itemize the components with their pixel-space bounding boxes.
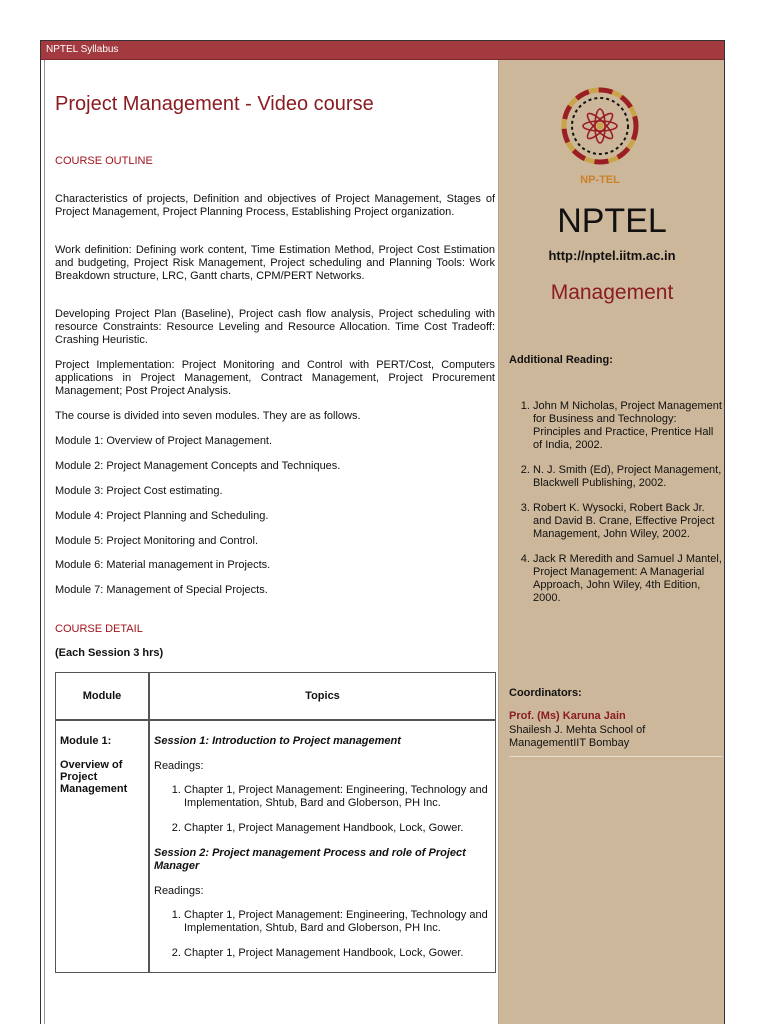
readings-list [154, 909, 491, 960]
topics-cell [149, 720, 496, 973]
module-item: Module 1: Overview of Project Management. [55, 435, 273, 447]
session-title: Session 2: Project management Process and role of Project Manager [154, 847, 466, 872]
department-name: Management [550, 281, 674, 304]
logo-caption: NP-TEL [580, 174, 620, 186]
readings-label: Readings: [154, 885, 204, 897]
modules-intro: The course is divided into seven modules. They are as follows. [55, 410, 361, 422]
outline-paragraph: Work definition: Defining work content, Time Estimation Method, Project Cost Estimation and budgeting, Project Risk Management, Project scheduling and Planning Tools: Work Breakdown structure, LRC, Gantt charts, CPM/PERT Networks. [55, 244, 495, 282]
module-name: Overview of Project Management [60, 759, 128, 795]
additional-reading-list [509, 400, 723, 617]
nptel-url-link[interactable]: http://nptel.iitm.ac.in [548, 248, 676, 263]
module-item: Module 6: Material management in Projects. [55, 559, 271, 571]
module-item: Module 2: Project Management Concepts and Techniques. [55, 460, 341, 472]
session-title: Session 1: Introduction to Project management [154, 735, 401, 747]
nptel-logo-icon [561, 80, 639, 192]
sidebar [498, 60, 725, 1024]
module-cell [55, 720, 149, 973]
session-duration-note: (Each Session 3 hrs) [55, 647, 164, 659]
sidebar-divider [509, 756, 723, 757]
module-item: Module 5: Project Monitoring and Control. [55, 535, 258, 547]
column-header-module: Module [55, 672, 149, 720]
nptel-brand: NPTEL [557, 202, 667, 240]
reading-item: 1. Chapter 1, Project Management: Engineering, Technology and Implementation, Shtub, Bard and Globerson, PH Inc. [184, 784, 491, 810]
outline-paragraph: Project Implementation: Project Monitoring and Control with PERT/Cost, Computers applications in Project Management, Contract Management, Project Procurement Management; Post Project Analysis. [55, 359, 495, 397]
reading-item: 2. Chapter 1, Project Management Handbook, Lock, Gower. [184, 947, 491, 960]
coordinators-heading: Coordinators: [509, 687, 582, 699]
coordinator-name: Prof. (Ms) Karuna Jain [509, 710, 626, 722]
book-item: 2. N. J. Smith (Ed), Project Management, Blackwell Publishing, 2002. [533, 464, 723, 490]
readings-label: Readings: [154, 760, 204, 772]
book-item: 4. Jack R Meredith and Samuel J Mantel, Project Management: A Managerial Approach, John Wiley, 4th Edition, 2000. [533, 553, 723, 605]
course-detail-table [55, 672, 496, 973]
page-frame [40, 40, 725, 1024]
module-item: Module 3: Project Cost estimating. [55, 485, 223, 497]
course-title: Project Management - Video course [55, 93, 374, 115]
main-content [44, 60, 498, 1024]
column-header-topics: Topics [149, 672, 496, 720]
book-item: 3. Robert K. Wysocki, Robert Back Jr. and David B. Crane, Effective Project Management, John Wiley, 2002. [533, 502, 723, 541]
course-detail-heading: COURSE DETAIL [55, 623, 143, 635]
outline-paragraph: Developing Project Plan (Baseline), Project cash flow analysis, Project scheduling with resource Constraints: Resource Leveling and Resource Allocation. Time Cost Tradeoff: Crashing Heuristic. [55, 308, 495, 346]
module-item: Module 7: Management of Special Projects. [55, 584, 268, 596]
syllabus-header-bar: NPTEL Syllabus [41, 41, 724, 60]
module-item: Module 4: Project Planning and Scheduling. [55, 510, 269, 522]
module-number: Module 1: [60, 735, 112, 747]
table-row [55, 720, 496, 973]
outline-paragraph: Characteristics of projects, Definition and objectives of Project Management, Stages of Project Management, Project Planning Process, Establishing Project organization. [55, 193, 495, 218]
reading-item: 1. Chapter 1, Project Management: Engineering, Technology and Implementation, Shtub, Bard and Globerson, PH Inc. [184, 909, 491, 935]
additional-reading-heading: Additional Reading: [509, 354, 613, 366]
readings-list [154, 784, 491, 835]
coordinator-affiliation: Shailesh J. Mehta School of ManagementIIT Bombay [509, 724, 646, 749]
book-item: 1. John M Nicholas, Project Management for Business and Technology: Principles and Practice, Prentice Hall of India, 2002. [533, 400, 723, 452]
course-outline-heading: COURSE OUTLINE [55, 155, 153, 167]
table-header-row [55, 672, 496, 720]
reading-item: 2. Chapter 1, Project Management Handbook, Lock, Gower. [184, 822, 491, 835]
